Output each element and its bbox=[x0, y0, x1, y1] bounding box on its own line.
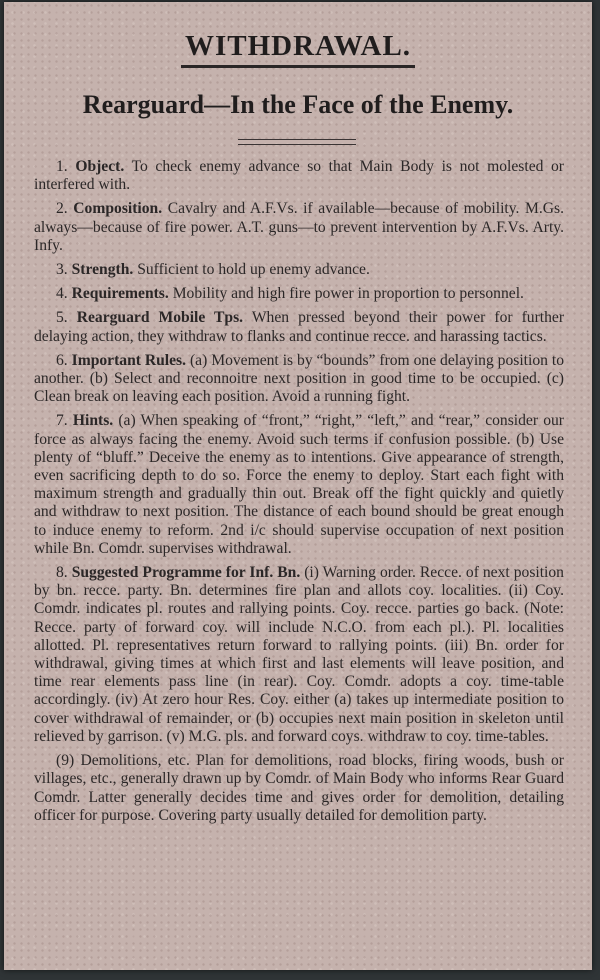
paragraph-heading: Requirements. bbox=[71, 285, 169, 303]
paragraph-hints bbox=[34, 412, 564, 558]
paragraph-programme bbox=[34, 564, 564, 746]
paragraph-text: (a) When speaking of “front,” “right,” “left,” and “rear,” consider our force as always facing the enemy. Avoid such terms if confusion possible. (b) Use plenty of “bluff.” Deceive the enemy as to intentions. Give appearance of strength, even sacrificing depth to do so. Force the enemy to deploy. Start each fight with maximum strength and gradually thin out. Break off the fight quickly and quietly and withdraw to next position. The distance of each bound should be great enough to induce enemy to reform. 2nd i/c should supervise occupation of next position while Bn. Comdr. supervises withdrawal. bbox=[34, 412, 564, 557]
paragraph-text: When pressed beyond their power for further delaying action, they withdraw to flanks and continue recce. and harassing tactics. bbox=[34, 309, 565, 345]
paragraph-text: Cavalry and A.F.Vs. if available—because of mobility. M.Gs. always—because of fire power. A.T. guns—to prevent intervention by A.F.Vs. Arty. Infy. bbox=[34, 200, 564, 254]
paragraph-mobile-troops bbox=[34, 309, 564, 345]
paragraph-demolitions bbox=[34, 752, 564, 825]
paragraph-text: Mobility and high fire power in proportion to personnel. bbox=[172, 285, 524, 303]
paragraph-heading: Important Rules. bbox=[71, 351, 187, 369]
paragraph-text: (i) Warning order. Recce. of next position by bn. recce. party. Bn. determines fire plan and allots coy. localities. (ii) Coy. Comdr. indicates pl. routes and rallying points. Coy. recce. parties go back. (Note: Recce. party of forward coy. will include N.C.O. from each pl.). Pl. localities allotted. Pl. representatives return forward to rallying points. (iii) Bn. order for withdrawal, giving times at which first and last elements will leave position, and time rear elements pass line (in rear). Coy. Comdr. adopts a coy. time-table accordingly. (iv) At zero hour Res. Coy. either (a) takes up intermediate position to cover withdrawal of remainder, or (b) occupies next main position in skeleton until relieved by garrison. (v) M.G. pls. and forward coys. withdraw to coy. time-tables. bbox=[34, 564, 564, 745]
paragraph-number: (9) bbox=[56, 752, 75, 770]
paragraph-number: 1. bbox=[56, 158, 68, 175]
paragraph-heading: Suggested Programme for Inf. Bn. bbox=[71, 564, 301, 582]
paragraph-heading: Rearguard Mobile Tps. bbox=[76, 309, 244, 327]
paragraph-composition bbox=[34, 200, 564, 255]
paragraph-important-rules bbox=[34, 352, 564, 407]
paragraph-text: Demolitions, etc. Plan for demolitions, road blocks, firing woods, bush or villages, etc., generally drawn up by Comdr. of Main Body who informs Rear Guard Comdr. Latter generally decides time and gives order for demolition, detailing officer for purpose. Covering party usually detailed for demolition party. bbox=[34, 752, 564, 824]
paragraph-requirements bbox=[34, 285, 564, 303]
paragraph-text: (a) Movement is by “bounds” from one delaying position to another. (b) Select and reconnoitre next position in good time to be occupied. (c) Clean break on leaving each position. Avoid a running fight. bbox=[34, 351, 564, 406]
paragraph-heading: Strength. bbox=[71, 261, 134, 279]
paragraph-number: 2. bbox=[56, 200, 68, 218]
paragraph-number: 4. bbox=[56, 285, 68, 303]
paragraph-text: To check enemy advance so that Main Body is not molested or interfered with. bbox=[34, 158, 564, 194]
paragraph-strength bbox=[34, 261, 564, 279]
paragraph-number: 8. bbox=[56, 564, 68, 582]
page-title: WITHDRAWAL. bbox=[181, 30, 415, 68]
paragraph-heading: Hints. bbox=[72, 412, 114, 430]
document-card bbox=[4, 2, 592, 970]
paragraph-object bbox=[34, 158, 564, 194]
title-divider-bottom bbox=[238, 144, 356, 145]
document-body bbox=[34, 158, 564, 831]
page-subtitle: Rearguard—In the Face of the Enemy. bbox=[82, 90, 514, 119]
paragraph-number: 5. bbox=[56, 309, 68, 327]
title-divider-top bbox=[238, 139, 356, 140]
paragraph-heading: Composition. bbox=[73, 200, 163, 218]
title-block bbox=[4, 20, 592, 68]
paragraph-number: 6. bbox=[56, 351, 68, 369]
paragraph-text: Sufficient to hold up enemy advance. bbox=[137, 261, 370, 279]
paragraph-number: 3. bbox=[56, 261, 68, 279]
paragraph-number: 7. bbox=[56, 412, 68, 430]
paragraph-heading: Object. bbox=[75, 158, 125, 175]
